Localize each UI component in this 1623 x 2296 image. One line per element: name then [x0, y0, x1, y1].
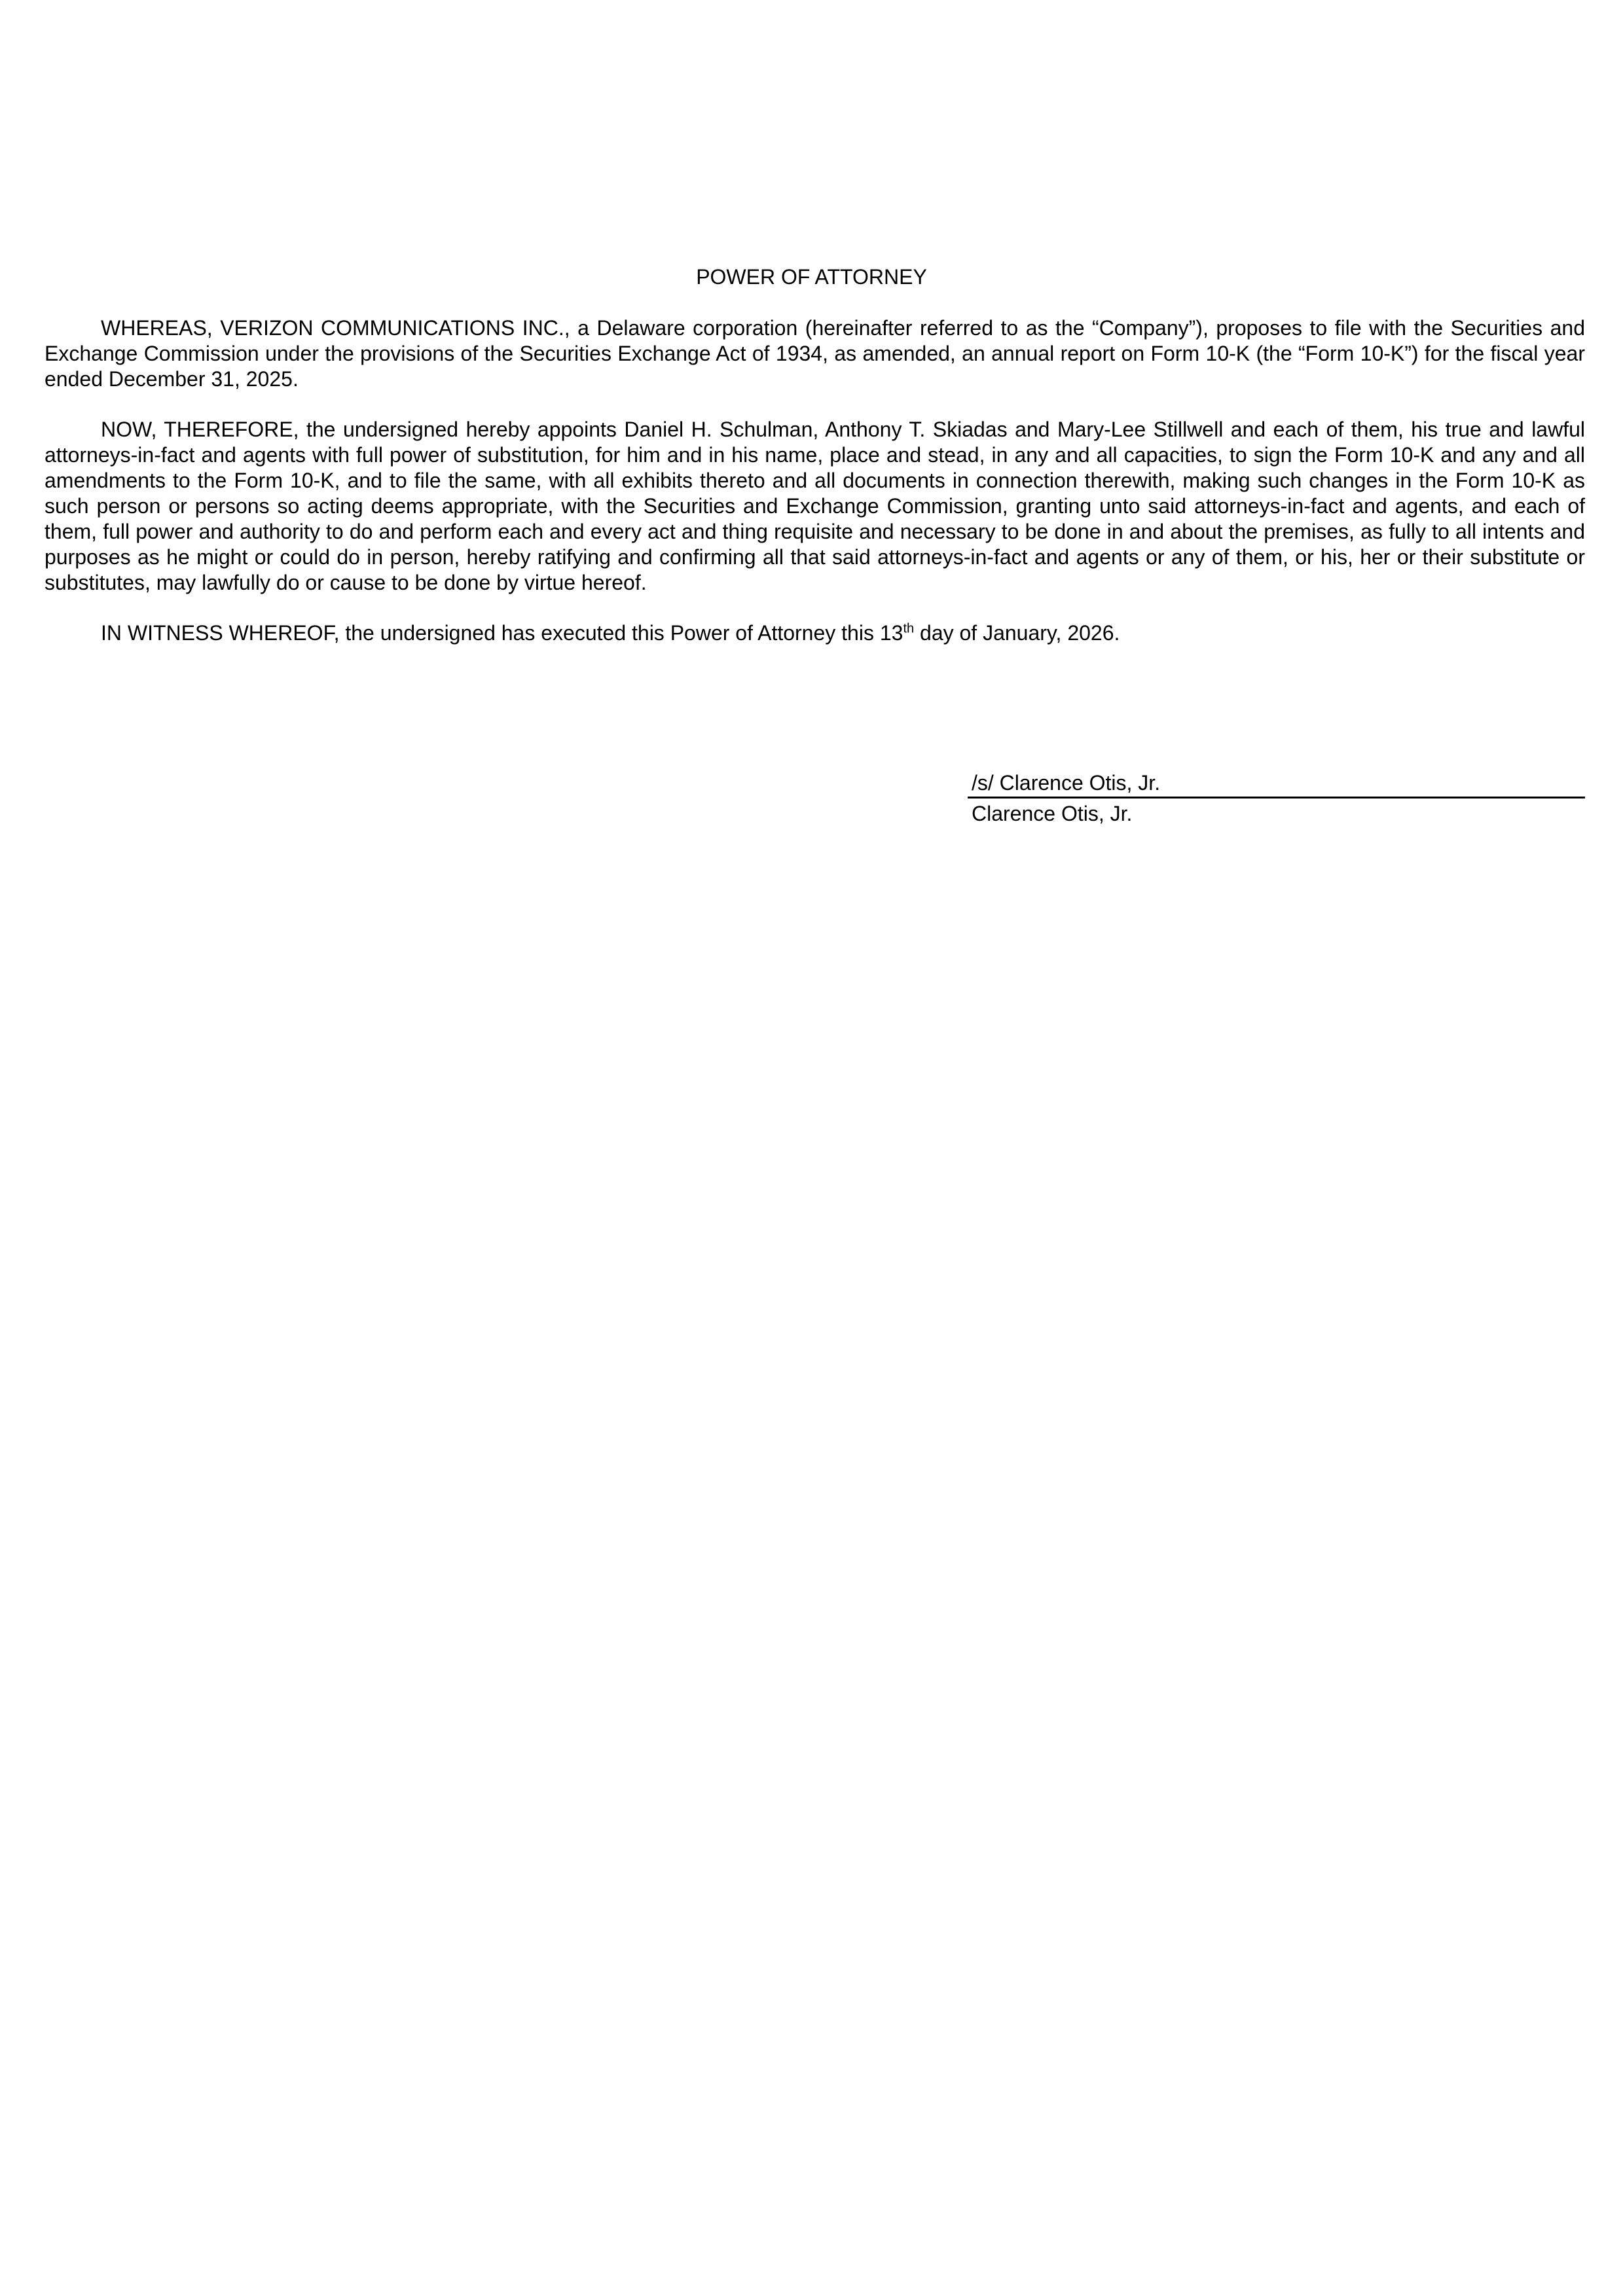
ordinal-suffix: th — [903, 621, 915, 636]
signature-block — [968, 770, 1585, 826]
document-title: POWER OF ATTORNEY — [696, 265, 927, 289]
witness-text-start: IN WITNESS WHEREOF, the undersigned has executed this Power of Attorney this 13 — [101, 621, 903, 645]
now-therefore-paragraph: NOW, THEREFORE, the undersigned hereby appoints Daniel H. Schulman, Anthony T. Skiadas and Mary-Lee Stillwell and each of them, his true and lawful attorneys-in-fact and agents with full power of substitution, for him and in his name, place and stead, in any and all capacities, to sign the Form 10-K and any and all amendments to the Form 10-K, and to file the same, with all exhibits thereto and all documents in connection therewith, making such changes in the Form 10-K as such person or persons so acting deems appropriate, with the Securities and Exchange Commission, granting unto said attorneys-in-fact and agents, and each of them, full power and authority to do and perform each and every act and thing requisite and necessary to be done in and about the premises, as fully to all intents and purposes as he might or could do in person, hereby ratifying and confirming all that said attorneys-in-fact and agents or any of them, or his, her or their substitute or substitutes, may lawfully do or cause to be done by virtue hereof. — [45, 418, 1585, 594]
whereas-paragraph: WHEREAS, VERIZON COMMUNICATIONS INC., a Delaware corporation (hereinafter referred to as the “Company”), proposes to file with the Securities and Exchange Commission under the provisions of the Securities Exchange Act of 1934, as amended, an annual report on Form 10-K (the “Form 10-K”) for the fiscal year ended December 31, 2025. — [45, 316, 1585, 391]
witness-paragraph — [45, 620, 1585, 646]
witness-text-end: day of January, 2026. — [914, 621, 1120, 645]
signature-line: /s/ Clarence Otis, Jr. — [968, 770, 1585, 798]
signatory-name: Clarence Otis, Jr. — [972, 802, 1133, 825]
